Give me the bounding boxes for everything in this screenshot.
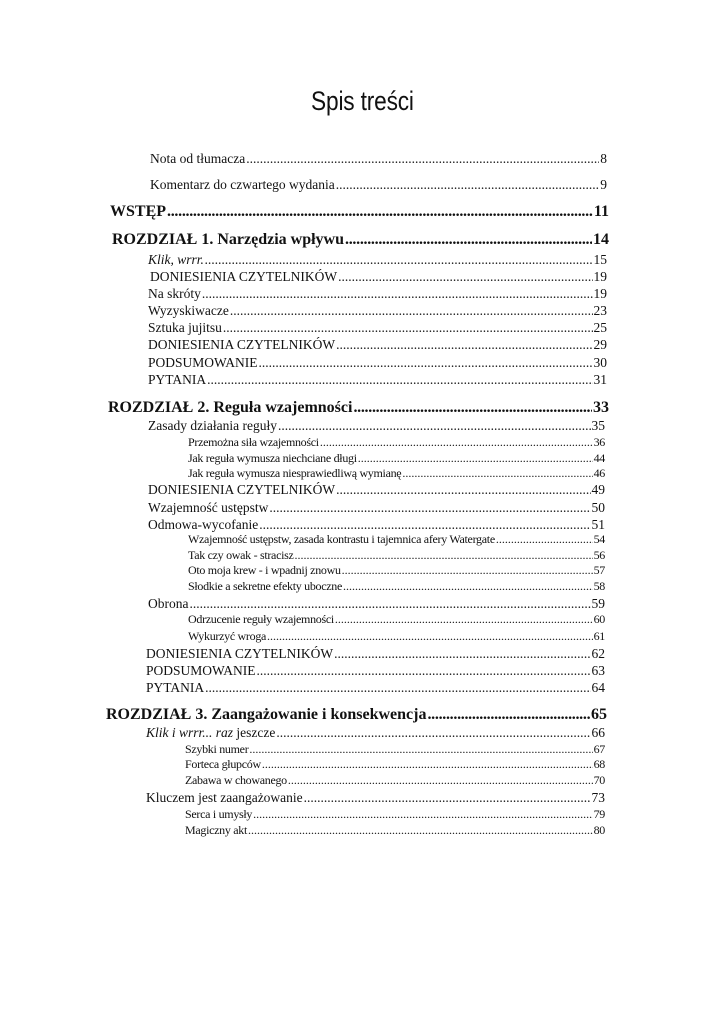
toc-entry-label: Nota od tłumacza [150,151,246,166]
toc-entry-label: Wykurzyć wroga [188,629,267,643]
toc-subentry [188,436,605,448]
toc-entry-label: Forteca głupców [185,757,261,771]
toc-entry-label: PODSUMOWANIE [146,663,256,678]
toc-entry-page: 65 [591,706,607,723]
toc-entry-label [146,726,275,740]
toc-subentry [188,452,605,464]
dot-leader [358,452,593,464]
toc-entry-label: PYTANIA [146,680,205,695]
dot-leader [190,597,591,611]
toc-entry-label: Klik, wrrr. [148,252,204,267]
dot-leader [336,338,592,352]
toc-entry-label: Na skróty [148,286,201,301]
toc-entry-page: 57 [593,563,605,577]
toc-entry-label: Słodkie a sekretne efekty uboczne [188,579,343,593]
toc-entry-label: Zabawa w chowanego [185,773,287,787]
toc-entry-page: 79 [593,807,605,821]
toc-entry-page: 29 [593,337,607,352]
toc-entry-label: PYTANIA [148,372,207,387]
toc-entry-page: 23 [593,303,607,318]
toc-entry-page: 58 [593,579,605,593]
toc-entry-page: 25 [593,320,607,335]
dot-leader [276,726,590,740]
toc-entry-page: 54 [593,532,605,546]
dot-leader [353,400,592,416]
toc-entry [148,483,605,497]
toc-subentry [188,549,605,561]
toc-entry [148,304,607,318]
dot-leader [249,743,592,755]
dot-leader [304,791,591,805]
toc-entry [148,501,605,515]
toc-subentry [185,758,605,770]
toc-entry-label: DONIESIENIA CZYTELNIKÓW [150,269,338,284]
toc-entry-label: Przemożna siła wzajemności [188,435,319,449]
toc-subentry [188,467,605,479]
toc-entry-page: 64 [591,680,605,695]
dot-leader [259,518,590,532]
toc-entry [146,647,605,661]
dot-leader [278,419,591,433]
toc-entry-label: Zasady działania reguły [148,418,277,433]
toc-entry-label: Serca i umysły [185,807,253,821]
dot-leader [320,436,593,448]
toc-entry-label: Wyzyskiwacze [148,303,229,318]
toc-entry-page: 50 [591,500,605,515]
toc-entry-label: DONIESIENIA CZYTELNIKÓW [148,482,336,497]
toc-subentry [188,533,605,545]
toc-entry-page: 36 [593,435,605,449]
toc-entry-label: Jak reguła wymusza niechciane długi [188,451,357,465]
dot-leader [253,808,592,820]
toc-entry [148,597,605,611]
toc-subentry [185,774,605,786]
dot-leader [267,630,593,642]
dot-leader [402,467,592,479]
toc-entry-page: 30 [593,355,607,370]
dot-leader [336,178,599,192]
toc-entry-label-italic: Klik i wrrr... raz [146,725,234,740]
page-title: Spis treści [311,86,414,116]
toc-entry-label: ROZDZIAŁ 2. Reguła wzajemności [108,399,353,416]
dot-leader [167,204,593,220]
dot-leader [202,287,593,301]
toc-entry [148,287,607,301]
toc-entry-page: 14 [593,231,609,248]
toc-entry [148,356,607,370]
dot-leader [269,501,590,515]
toc-entry-page: 51 [591,517,605,532]
toc-entry-label: Wzajemność ustępstw, zasada kontrastu i tajemnica afery Watergate [188,532,495,546]
toc-entry [146,791,605,805]
toc-entry-label: DONIESIENIA CZYTELNIKÓW [146,646,334,661]
toc-entry-label: Odmowa-wycofanie [148,517,259,532]
toc-entry-label: Wzajemność ustępstw [148,500,269,515]
toc-entry-page: 15 [593,252,607,267]
toc-subentry [188,630,605,642]
toc-entry-page: 33 [593,399,609,416]
toc-entry-page: 19 [593,269,607,284]
dot-leader [205,681,590,695]
toc-subentry [185,743,605,755]
toc-entry [146,726,605,740]
dot-leader [345,232,592,248]
toc-entry-page: 66 [591,725,605,740]
dot-leader [248,824,593,836]
toc-entry-page: 11 [593,203,609,220]
dot-leader [334,647,590,661]
toc-entry [150,152,607,166]
toc-entry-page: 35 [591,418,605,433]
dot-leader [343,580,593,592]
toc-subentry [188,564,605,576]
toc-entry-label: Szybki numer [185,742,249,756]
toc-entry-page: 9 [600,177,607,192]
dot-leader [205,253,593,267]
toc-subentry [185,824,605,836]
toc-entry-label: WSTĘP [110,203,167,220]
toc-entry-page: 73 [591,790,605,805]
toc-entry-label: ROZDZIAŁ 1. Narzędzia wpływu [112,231,345,248]
dot-leader [259,356,593,370]
toc-entry [148,321,607,335]
toc-entry-page: 59 [591,596,605,611]
dot-leader [338,270,592,284]
dot-leader [207,373,592,387]
dot-leader [295,549,593,561]
toc-entry-label: Oto moja krew - i wpadnij znowu [188,563,341,577]
toc-entry-page: 67 [593,742,605,756]
toc-entry [148,419,605,433]
toc-entry-label: Komentarz do czwartego wydania [150,177,335,192]
toc-entry-label: Tak czy owak - stracisz [188,548,294,562]
toc-chapter [112,232,609,248]
toc-entry [146,681,605,695]
dot-leader [262,758,593,770]
dot-leader [223,321,593,335]
toc-entry-page: 60 [593,612,605,626]
toc-entry-page: 19 [593,286,607,301]
toc-entry [150,178,607,192]
toc-entry-page: 56 [593,548,605,562]
toc-chapter [106,707,607,723]
toc-entry-page: 61 [593,629,605,643]
toc-entry-page: 70 [593,773,605,787]
toc-entry-label: Odrzucenie reguły wzajemności [188,612,334,626]
toc-entry-label: Sztuka jujitsu [148,320,222,335]
toc-entry-label: Kluczem jest zaangażowanie [146,790,303,805]
dot-leader [336,483,590,497]
toc-entry-page: 44 [593,451,605,465]
toc-subentry [188,613,605,625]
toc-subentry [185,808,605,820]
toc-entry [148,518,605,532]
toc-entry-page: 8 [600,151,607,166]
toc-entry [148,253,607,267]
toc-entry [148,373,607,387]
toc-entry-page: 46 [593,466,605,480]
toc-entry-label: Obrona [148,596,189,611]
dot-leader [288,774,593,786]
toc-entry-label: DONIESIENIA CZYTELNIKÓW [148,337,336,352]
dot-leader [246,152,599,166]
toc-entry-page: 63 [591,663,605,678]
toc-entry-page: 68 [593,757,605,771]
dot-leader [496,533,593,545]
toc-entry-label: Jak reguła wymusza niesprawiedliwą wymianę [188,466,402,480]
toc-entry-label: Magiczny akt [185,823,248,837]
toc-entry-label: ROZDZIAŁ 3. Zaangażowanie i konsekwencja [106,706,427,723]
toc-chapter [110,204,609,220]
toc-entry-page: 62 [591,646,605,661]
toc-entry [150,270,607,284]
dot-leader [335,613,593,625]
toc-entry-label: PODSUMOWANIE [148,355,258,370]
dot-leader [427,707,590,723]
toc-entry [146,664,605,678]
dot-leader [230,304,593,318]
toc-entry [148,338,607,352]
toc-entry-label-suffix: jeszcze [233,725,276,740]
toc-entry-page: 80 [593,823,605,837]
dot-leader [342,564,593,576]
toc-subentry [188,580,605,592]
toc-chapter [108,400,609,416]
toc-entry-page: 49 [591,482,605,497]
dot-leader [257,664,591,678]
toc-entry-page: 31 [593,372,607,387]
